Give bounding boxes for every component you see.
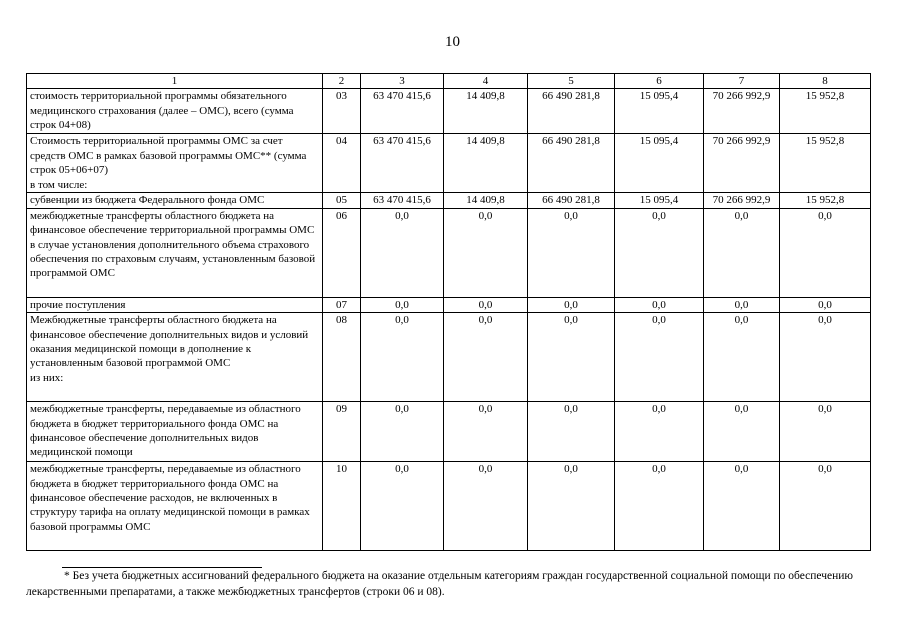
cell-value: 0,0 (615, 297, 704, 312)
table-row (27, 313, 871, 402)
row-name-extra: в том числе: (30, 178, 88, 191)
header-row (27, 74, 871, 89)
cell-value: 0,0 (615, 313, 704, 402)
cell-value: 0,0 (444, 208, 528, 297)
cell-value: 0,0 (780, 402, 871, 462)
column-header: 3 (361, 74, 444, 89)
table-row (27, 134, 871, 193)
cell-value: 0,0 (361, 313, 444, 402)
cell-value: 0,0 (444, 297, 528, 312)
page-number: 10 (445, 34, 460, 50)
cell-value: 15 095,4 (615, 134, 704, 193)
cell-value: 0,0 (780, 462, 871, 551)
cell-value: 15 952,8 (780, 134, 871, 193)
cell-value: 14 409,8 (444, 134, 528, 193)
cell-value: 0,0 (615, 402, 704, 462)
row-name: межбюджетные трансферты, передаваемые из областного бюджета в бюджет территориального фонда ОМС на финансовое обеспечение расходов, не включенных в структуру тарифа на оплату медицинской помощи в рамках базовой программы ОМС (27, 462, 323, 551)
row-name-cell (27, 134, 323, 193)
cell-value: 70 266 992,9 (704, 193, 780, 208)
column-header: 1 (27, 74, 323, 89)
cell-value: 66 490 281,8 (528, 193, 615, 208)
cell-value: 0,0 (361, 462, 444, 551)
row-name: межбюджетные трансферты областного бюджета на финансовое обеспечение территориальной программы ОМС в случае установления дополнительного объема страхового обеспечения по страховым случаям, установленным базовой программой ОМС (27, 208, 323, 297)
cell-value: 70 266 992,9 (704, 134, 780, 193)
cell-value: 0,0 (444, 462, 528, 551)
row-code: 08 (323, 313, 361, 402)
cell-value: 0,0 (361, 208, 444, 297)
cell-value: 0,0 (704, 208, 780, 297)
cell-value: 0,0 (361, 402, 444, 462)
cell-value: 15 952,8 (780, 193, 871, 208)
cell-value: 0,0 (704, 297, 780, 312)
row-name: субвенции из бюджета Федерального фонда ОМС (27, 193, 323, 208)
column-header: 8 (780, 74, 871, 89)
row-name: межбюджетные трансферты, передаваемые из областного бюджета в бюджет территориального фонда ОМС на финансовое обеспечение дополнительных видов медицинской помощи (27, 402, 323, 462)
cell-value: 0,0 (528, 297, 615, 312)
table-row (27, 402, 871, 462)
table-row (27, 462, 871, 551)
cell-value: 15 095,4 (615, 89, 704, 134)
cell-value: 0,0 (528, 313, 615, 402)
column-header: 4 (444, 74, 528, 89)
cell-value: 0,0 (780, 208, 871, 297)
cell-value: 0,0 (780, 313, 871, 402)
cell-value: 0,0 (528, 402, 615, 462)
cell-value: 0,0 (361, 297, 444, 312)
cell-value: 14 409,8 (444, 193, 528, 208)
row-code: 10 (323, 462, 361, 551)
row-name-extra: из них: (30, 371, 64, 384)
table-row (27, 208, 871, 297)
cell-value: 0,0 (444, 313, 528, 402)
row-code: 09 (323, 402, 361, 462)
row-name-cell (27, 313, 323, 402)
cell-value: 0,0 (780, 297, 871, 312)
cell-value: 0,0 (615, 462, 704, 551)
column-header: 5 (528, 74, 615, 89)
cell-value: 66 490 281,8 (528, 89, 615, 134)
footnote: * Без учета бюджетных ассигнований федерального бюджета на оказание отдельным категориям граждан государственной социальной помощи по обеспечению лекарственными препаратами, а также межбюджетных трансфертов (строки 06 и 08). (26, 570, 853, 598)
cell-value: 63 470 415,6 (361, 193, 444, 208)
row-code: 04 (323, 134, 361, 193)
table-row (27, 193, 871, 208)
table-row (27, 297, 871, 312)
cell-value: 63 470 415,6 (361, 134, 444, 193)
cell-value: 70 266 992,9 (704, 89, 780, 134)
row-name: Межбюджетные трансферты областного бюджета на финансовое обеспечение дополнительных видов и условий оказания медицинской помощи в дополнение к установленным базовой программой ОМС (30, 314, 309, 370)
cell-value: 0,0 (444, 402, 528, 462)
cell-value: 0,0 (615, 208, 704, 297)
column-header: 7 (704, 74, 780, 89)
cell-value: 15 095,4 (615, 193, 704, 208)
row-code: 07 (323, 297, 361, 312)
row-code: 06 (323, 208, 361, 297)
row-name: стоимость территориальной программы обязательного медицинского страхования (далее – ОМС), всего (сумма строк 04+08) (27, 89, 323, 134)
column-header: 2 (323, 74, 361, 89)
row-name: прочие поступления (27, 297, 323, 312)
cell-value: 0,0 (704, 313, 780, 402)
budget-table (26, 73, 871, 551)
table-row (27, 89, 871, 134)
footnote-divider (62, 567, 262, 568)
cell-value: 63 470 415,6 (361, 89, 444, 134)
cell-value: 15 952,8 (780, 89, 871, 134)
cell-value: 0,0 (704, 462, 780, 551)
cell-value: 0,0 (528, 208, 615, 297)
cell-value: 0,0 (704, 402, 780, 462)
row-name: Стоимость территориальной программы ОМС за счет средств ОМС в рамках базовой программы ОМС** (сумма строк 05+06+07) (30, 135, 307, 177)
column-header: 6 (615, 74, 704, 89)
row-code: 03 (323, 89, 361, 134)
row-code: 05 (323, 193, 361, 208)
cell-value: 0,0 (528, 462, 615, 551)
cell-value: 66 490 281,8 (528, 134, 615, 193)
cell-value: 14 409,8 (444, 89, 528, 134)
